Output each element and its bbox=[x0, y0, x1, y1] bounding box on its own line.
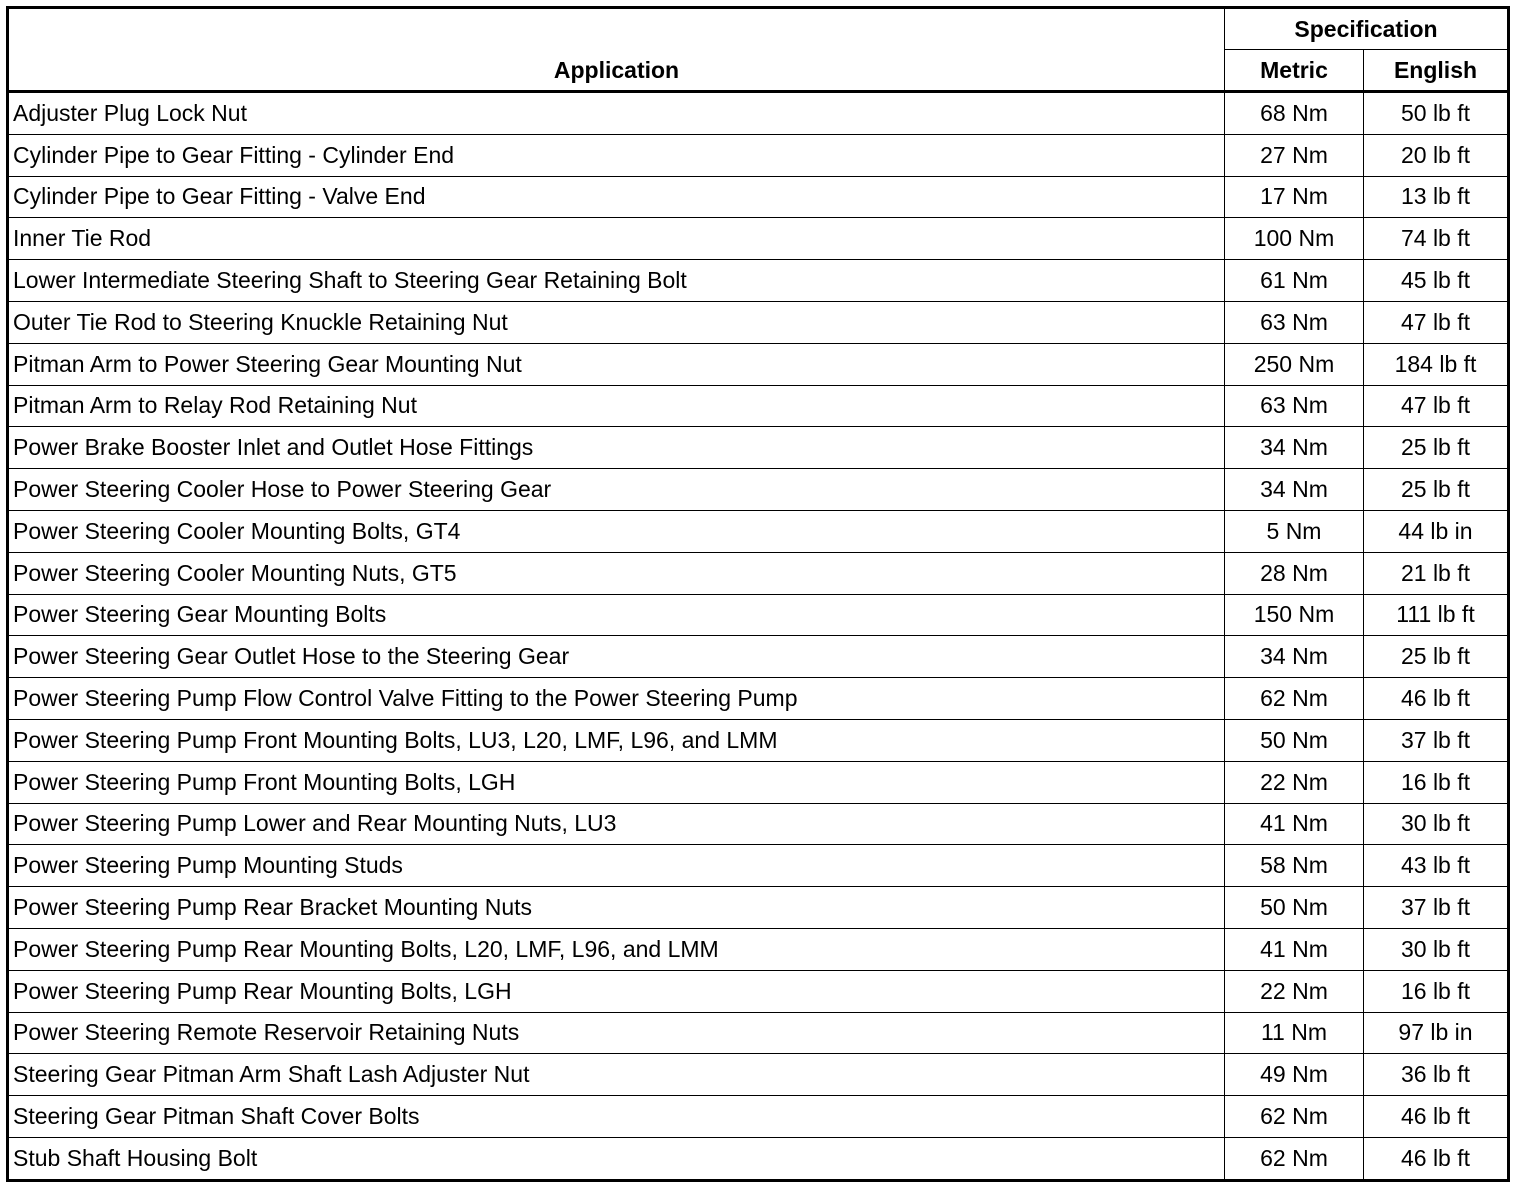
metric-value-cell: 11 Nm bbox=[1225, 1012, 1364, 1054]
metric-value-cell: 63 Nm bbox=[1225, 385, 1364, 427]
application-cell: Power Steering Cooler Hose to Power Steering Gear bbox=[8, 469, 1225, 511]
table-body bbox=[8, 92, 1509, 1181]
table-row bbox=[8, 1096, 1509, 1138]
table-row bbox=[8, 636, 1509, 678]
application-cell: Power Steering Pump Rear Bracket Mounting Nuts bbox=[8, 887, 1225, 929]
table-row bbox=[8, 510, 1509, 552]
metric-value-cell: 34 Nm bbox=[1225, 427, 1364, 469]
metric-value-cell: 22 Nm bbox=[1225, 970, 1364, 1012]
table-row bbox=[8, 92, 1509, 135]
application-cell: Steering Gear Pitman Shaft Cover Bolts bbox=[8, 1096, 1225, 1138]
application-cell: Power Steering Pump Rear Mounting Bolts, L20, LMF, L96, and LMM bbox=[8, 928, 1225, 970]
table-row bbox=[8, 803, 1509, 845]
english-value-cell: 16 lb ft bbox=[1364, 970, 1509, 1012]
metric-value-cell: 22 Nm bbox=[1225, 761, 1364, 803]
table-row bbox=[8, 427, 1509, 469]
application-cell: Power Steering Gear Mounting Bolts bbox=[8, 594, 1225, 636]
application-cell: Power Steering Pump Front Mounting Bolts, LGH bbox=[8, 761, 1225, 803]
metric-value-cell: 50 Nm bbox=[1225, 719, 1364, 761]
table-row bbox=[8, 469, 1509, 511]
application-cell: Inner Tie Rod bbox=[8, 218, 1225, 260]
table-row bbox=[8, 552, 1509, 594]
table-row bbox=[8, 719, 1509, 761]
application-cell: Stub Shaft Housing Bolt bbox=[8, 1137, 1225, 1180]
application-cell: Power Steering Cooler Mounting Bolts, GT4 bbox=[8, 510, 1225, 552]
application-cell: Cylinder Pipe to Gear Fitting - Valve End bbox=[8, 176, 1225, 218]
metric-value-cell: 68 Nm bbox=[1225, 92, 1364, 135]
english-value-cell: 25 lb ft bbox=[1364, 636, 1509, 678]
application-cell: Power Steering Pump Lower and Rear Mounting Nuts, LU3 bbox=[8, 803, 1225, 845]
metric-value-cell: 58 Nm bbox=[1225, 845, 1364, 887]
english-value-cell: 16 lb ft bbox=[1364, 761, 1509, 803]
english-value-cell: 45 lb ft bbox=[1364, 260, 1509, 302]
english-value-cell: 30 lb ft bbox=[1364, 928, 1509, 970]
table-row bbox=[8, 343, 1509, 385]
fastener-specification-table bbox=[6, 6, 1510, 1182]
table-row bbox=[8, 260, 1509, 302]
application-cell: Power Steering Pump Front Mounting Bolts, LU3, L20, LMF, L96, and LMM bbox=[8, 719, 1225, 761]
english-value-cell: 46 lb ft bbox=[1364, 678, 1509, 720]
english-value-cell: 36 lb ft bbox=[1364, 1054, 1509, 1096]
application-cell: Steering Gear Pitman Arm Shaft Lash Adjuster Nut bbox=[8, 1054, 1225, 1096]
metric-value-cell: 17 Nm bbox=[1225, 176, 1364, 218]
application-column-header: Application bbox=[8, 8, 1225, 92]
specification-group-header: Specification bbox=[1225, 8, 1509, 50]
application-cell: Power Steering Pump Flow Control Valve Fitting to the Power Steering Pump bbox=[8, 678, 1225, 720]
application-cell: Pitman Arm to Power Steering Gear Mounting Nut bbox=[8, 343, 1225, 385]
english-value-cell: 25 lb ft bbox=[1364, 427, 1509, 469]
english-value-cell: 37 lb ft bbox=[1364, 887, 1509, 929]
metric-value-cell: 28 Nm bbox=[1225, 552, 1364, 594]
english-value-cell: 46 lb ft bbox=[1364, 1137, 1509, 1180]
table-row bbox=[8, 134, 1509, 176]
table-row bbox=[8, 887, 1509, 929]
table-row bbox=[8, 761, 1509, 803]
table-row bbox=[8, 928, 1509, 970]
metric-value-cell: 41 Nm bbox=[1225, 803, 1364, 845]
english-value-cell: 13 lb ft bbox=[1364, 176, 1509, 218]
application-cell: Power Steering Pump Rear Mounting Bolts, LGH bbox=[8, 970, 1225, 1012]
header-row-top bbox=[8, 8, 1509, 50]
metric-value-cell: 62 Nm bbox=[1225, 1137, 1364, 1180]
metric-value-cell: 49 Nm bbox=[1225, 1054, 1364, 1096]
metric-value-cell: 150 Nm bbox=[1225, 594, 1364, 636]
application-cell: Outer Tie Rod to Steering Knuckle Retaining Nut bbox=[8, 301, 1225, 343]
table-row bbox=[8, 845, 1509, 887]
english-value-cell: 184 lb ft bbox=[1364, 343, 1509, 385]
table-row bbox=[8, 678, 1509, 720]
english-value-cell: 50 lb ft bbox=[1364, 92, 1509, 135]
table-row bbox=[8, 594, 1509, 636]
english-value-cell: 20 lb ft bbox=[1364, 134, 1509, 176]
application-cell: Lower Intermediate Steering Shaft to Steering Gear Retaining Bolt bbox=[8, 260, 1225, 302]
english-value-cell: 47 lb ft bbox=[1364, 385, 1509, 427]
metric-value-cell: 50 Nm bbox=[1225, 887, 1364, 929]
table-row bbox=[8, 218, 1509, 260]
table-header bbox=[8, 8, 1509, 92]
english-value-cell: 111 lb ft bbox=[1364, 594, 1509, 636]
metric-value-cell: 62 Nm bbox=[1225, 1096, 1364, 1138]
metric-value-cell: 34 Nm bbox=[1225, 636, 1364, 678]
table-row bbox=[8, 385, 1509, 427]
application-cell: Power Steering Gear Outlet Hose to the Steering Gear bbox=[8, 636, 1225, 678]
application-cell: Power Steering Cooler Mounting Nuts, GT5 bbox=[8, 552, 1225, 594]
application-cell: Power Steering Pump Mounting Studs bbox=[8, 845, 1225, 887]
application-cell: Adjuster Plug Lock Nut bbox=[8, 92, 1225, 135]
application-cell: Cylinder Pipe to Gear Fitting - Cylinder End bbox=[8, 134, 1225, 176]
english-value-cell: 47 lb ft bbox=[1364, 301, 1509, 343]
application-cell: Power Steering Remote Reservoir Retaining Nuts bbox=[8, 1012, 1225, 1054]
english-value-cell: 37 lb ft bbox=[1364, 719, 1509, 761]
metric-value-cell: 61 Nm bbox=[1225, 260, 1364, 302]
english-value-cell: 30 lb ft bbox=[1364, 803, 1509, 845]
table-row bbox=[8, 1054, 1509, 1096]
english-value-cell: 25 lb ft bbox=[1364, 469, 1509, 511]
english-value-cell: 46 lb ft bbox=[1364, 1096, 1509, 1138]
table-row bbox=[8, 1137, 1509, 1180]
english-value-cell: 74 lb ft bbox=[1364, 218, 1509, 260]
metric-value-cell: 34 Nm bbox=[1225, 469, 1364, 511]
table-row bbox=[8, 301, 1509, 343]
english-column-header: English bbox=[1364, 50, 1509, 92]
metric-value-cell: 250 Nm bbox=[1225, 343, 1364, 385]
english-value-cell: 97 lb in bbox=[1364, 1012, 1509, 1054]
table-row bbox=[8, 1012, 1509, 1054]
metric-value-cell: 5 Nm bbox=[1225, 510, 1364, 552]
english-value-cell: 21 lb ft bbox=[1364, 552, 1509, 594]
metric-value-cell: 62 Nm bbox=[1225, 678, 1364, 720]
table-row bbox=[8, 970, 1509, 1012]
metric-value-cell: 63 Nm bbox=[1225, 301, 1364, 343]
application-cell: Pitman Arm to Relay Rod Retaining Nut bbox=[8, 385, 1225, 427]
metric-value-cell: 41 Nm bbox=[1225, 928, 1364, 970]
english-value-cell: 44 lb in bbox=[1364, 510, 1509, 552]
metric-column-header: Metric bbox=[1225, 50, 1364, 92]
table-row bbox=[8, 176, 1509, 218]
metric-value-cell: 100 Nm bbox=[1225, 218, 1364, 260]
english-value-cell: 43 lb ft bbox=[1364, 845, 1509, 887]
metric-value-cell: 27 Nm bbox=[1225, 134, 1364, 176]
application-cell: Power Brake Booster Inlet and Outlet Hose Fittings bbox=[8, 427, 1225, 469]
